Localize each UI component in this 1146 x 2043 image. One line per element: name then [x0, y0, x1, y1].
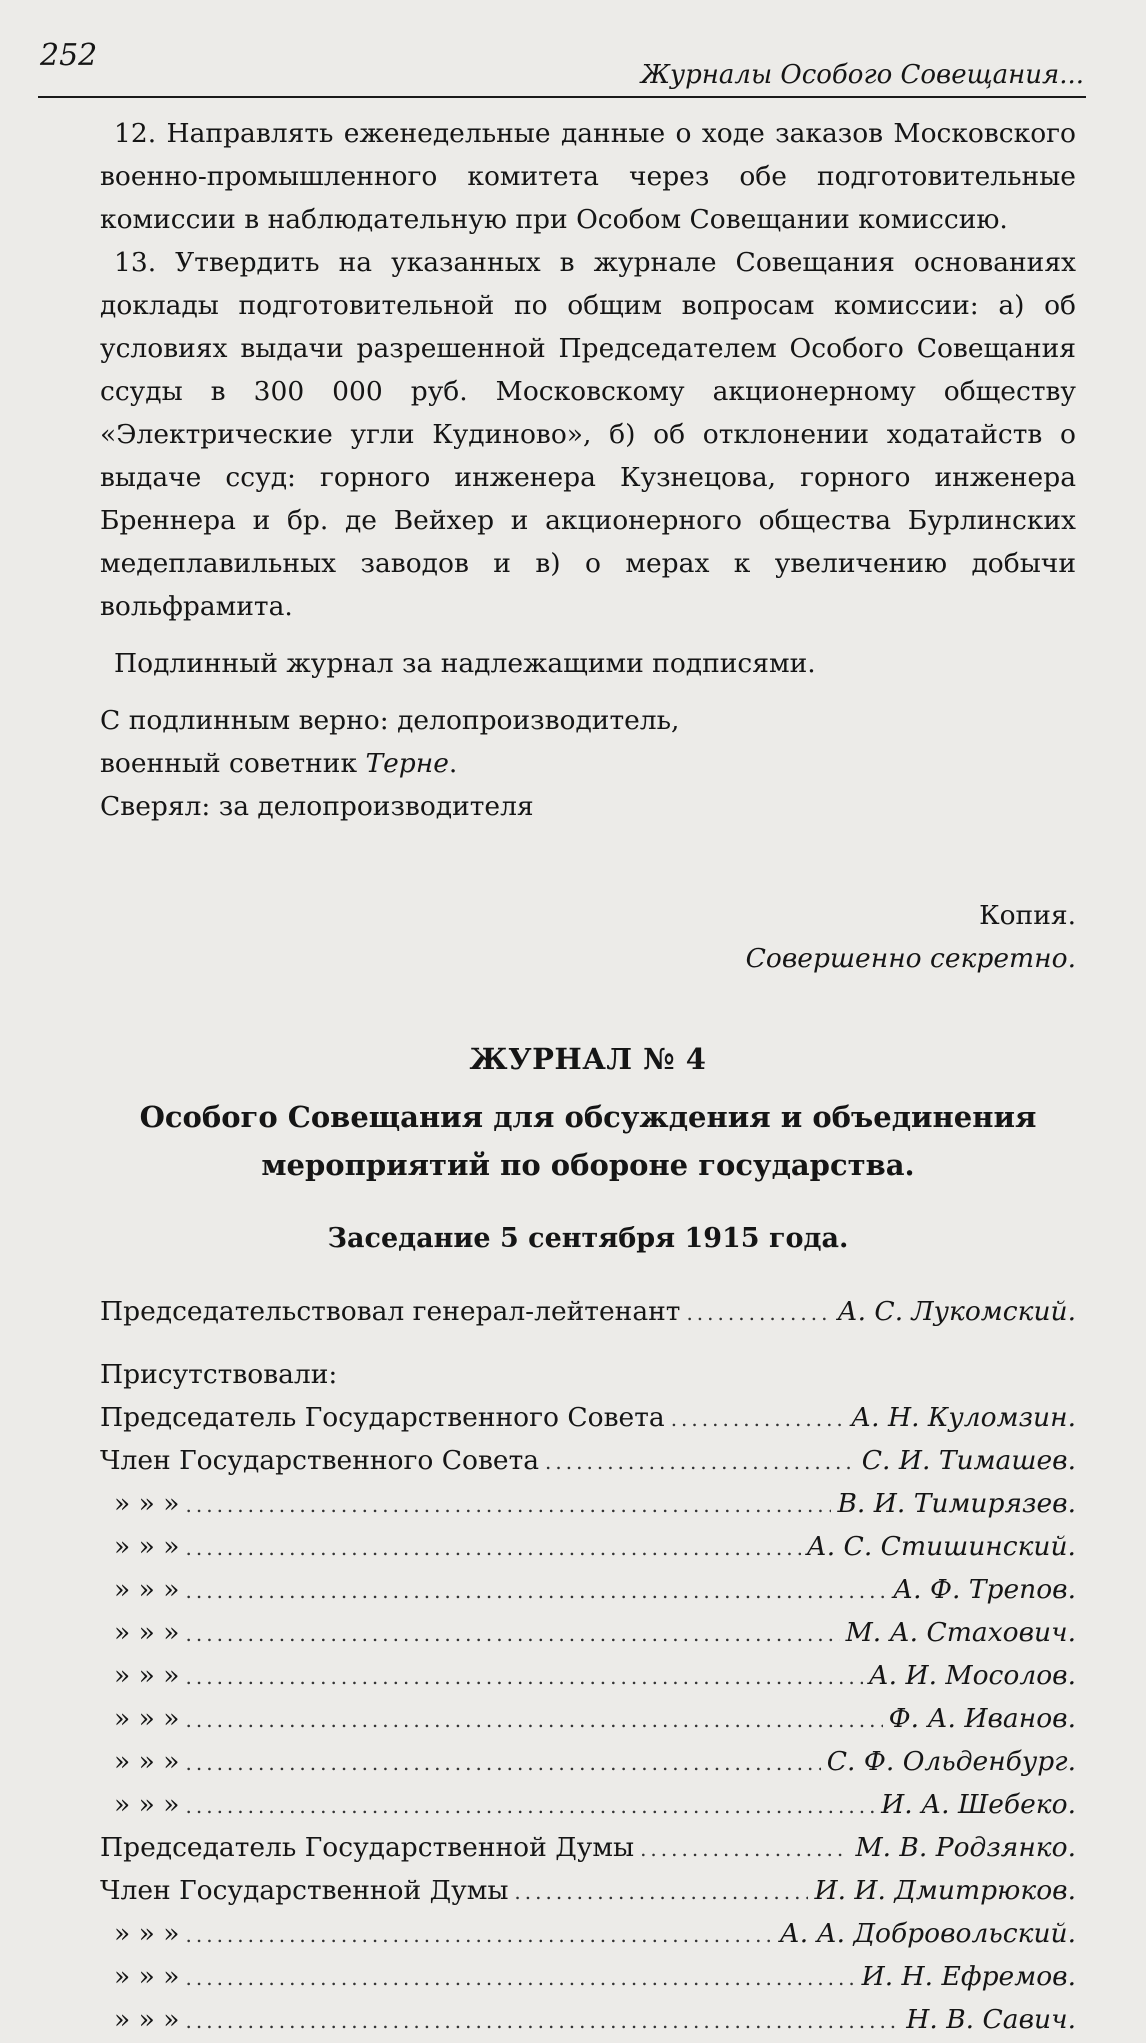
attendee-label: » » »	[114, 1961, 180, 1992]
attendee-label: » » »	[114, 1660, 180, 1691]
attendee-row	[100, 1869, 1076, 1912]
attendee-row	[100, 1697, 1076, 1740]
attendee-label: » » »	[114, 1488, 180, 1519]
dot-leader	[186, 1914, 774, 1957]
chair-name: А. С. Лукомский.	[837, 1296, 1076, 1327]
dot-leader	[186, 1656, 863, 1699]
certification-block	[100, 699, 1076, 785]
dot-leader	[186, 1527, 801, 1570]
dot-leader	[186, 2000, 901, 2043]
attendee-row	[100, 1482, 1076, 1525]
attendee-row	[100, 1740, 1076, 1783]
journal-title: ЖУРНАЛ № 4	[469, 1042, 707, 1076]
attendee-label: Член Государственного Совета	[100, 1445, 540, 1476]
attendee-label: » » »	[114, 2004, 180, 2035]
attendee-label: » » »	[114, 1746, 180, 1777]
dot-leader	[671, 1398, 845, 1441]
chair-label: Председательствовал генерал-лейтенант	[100, 1296, 681, 1327]
attendee-name: А. А. Добровольский.	[779, 1918, 1076, 1949]
attendee-name: И. А. Шебеко.	[881, 1789, 1076, 1820]
attendee-name: М. А. Стахович.	[845, 1617, 1076, 1648]
header-rule	[38, 96, 1086, 98]
present-label: Присутствовали:	[100, 1359, 338, 1390]
copy-label: Копия.	[979, 900, 1076, 931]
attendee-label: Председатель Государственной Думы	[100, 1832, 635, 1863]
dot-leader	[186, 1699, 883, 1742]
attendee-label: Председатель Государственного Совета	[100, 1402, 665, 1433]
attendee-row	[100, 1439, 1076, 1482]
certified-prefix: военный советник	[100, 748, 366, 779]
attendee-row	[100, 1912, 1076, 1955]
attendee-label: » » »	[114, 1617, 180, 1648]
attendee-name: И. Н. Ефремов.	[861, 1961, 1076, 1992]
dot-leader	[186, 1613, 840, 1656]
dot-leader	[186, 1742, 821, 1785]
spacer	[100, 828, 1076, 894]
attendee-list	[100, 1396, 1076, 2041]
attendee-row	[100, 1525, 1076, 1568]
attendee-row	[100, 1783, 1076, 1826]
dot-leader	[186, 1957, 856, 2000]
dot-leader	[686, 1292, 831, 1335]
dot-leader	[186, 1484, 832, 1527]
attendee-row	[100, 1955, 1076, 1998]
journal-subtitle-2: мероприятий по обороне государства.	[261, 1148, 915, 1182]
running-title: Журналы Особого Совещания...	[640, 60, 1084, 90]
certified-suffix: .	[448, 748, 458, 779]
attendee-name: С. Ф. Ольденбург.	[826, 1746, 1076, 1777]
secret-label: Совершенно секретно.	[745, 943, 1076, 974]
certified-name: Терне	[365, 748, 449, 779]
journal-subtitle-1: Особого Совещания для обсуждения и объединения	[139, 1100, 1037, 1134]
attendee-label: » » »	[114, 1574, 180, 1605]
paragraph-12: 12. Направлять еженедельные данные о ходе заказов Московского военно-промышленного комитета через обе подготовительные комиссии в наблюдательную при Особом Совещании комиссию.	[100, 118, 1076, 235]
attendee-row	[100, 1826, 1076, 1869]
attendee-row	[100, 1396, 1076, 1439]
dot-leader	[514, 1871, 808, 1914]
attendee-row	[100, 1611, 1076, 1654]
attendee-name: М. В. Родзянко.	[855, 1832, 1076, 1863]
signature-note: Подлинный журнал за надлежащими подписями.	[114, 648, 816, 679]
dot-leader	[640, 1828, 849, 1871]
attendee-row	[100, 1998, 1076, 2041]
attendee-row	[100, 1568, 1076, 1611]
attendee-label: » » »	[114, 1703, 180, 1734]
attendee-name: Н. В. Савич.	[906, 2004, 1076, 2035]
certified-line-2	[100, 742, 1076, 785]
attendee-name: А. С. Стишинский.	[806, 1531, 1076, 1562]
attendee-label: » » »	[114, 1789, 180, 1820]
page-body	[100, 112, 1076, 2041]
attendee-name: Ф. А. Иванов.	[888, 1703, 1076, 1734]
dot-leader	[186, 1785, 876, 1828]
attendee-name: А. И. Мосолов.	[868, 1660, 1076, 1691]
attendee-name: И. И. Дмитрюков.	[814, 1875, 1076, 1906]
attendee-row	[100, 1654, 1076, 1697]
attendee-name: А. Н. Куломзин.	[851, 1402, 1076, 1433]
attendee-label: » » »	[114, 1531, 180, 1562]
attendee-label: » » »	[114, 1918, 180, 1949]
attendee-name: А. Ф. Трепов.	[893, 1574, 1076, 1605]
checked-line: Сверял: за делопроизводителя	[100, 791, 534, 822]
attendee-label: Член Государственной Думы	[100, 1875, 509, 1906]
certified-line-1: С подлинным верно: делопроизводитель,	[100, 705, 680, 736]
dot-leader	[545, 1441, 856, 1484]
chair-row	[100, 1290, 1076, 1333]
dot-leader	[186, 1570, 888, 1613]
page-number: 252	[40, 38, 98, 73]
attendee-name: В. И. Тимирязев.	[837, 1488, 1076, 1519]
session-date: Заседание 5 сентября 1915 года.	[327, 1223, 849, 1254]
paragraph-13: 13. Утвердить на указанных в журнале Совещания основаниях доклады подготовительной по общим вопросам комиссии: а) об условиях выдачи разрешенной Председателем Особого Совещания ссуды в 300 000 руб. Московскому акционерному обществу «Электрические угли Кудиново», б) об отклонении ходатайств о выдаче ссуд: горного инженера Кузнецова, горного инженера Бреннера и бр. де Вейхер и акционерного общества Бурлинских медеплавильных заводов и в) о мерах к увеличению добычи вольфрамита.	[100, 247, 1076, 622]
attendee-name: С. И. Тимашев.	[861, 1445, 1076, 1476]
